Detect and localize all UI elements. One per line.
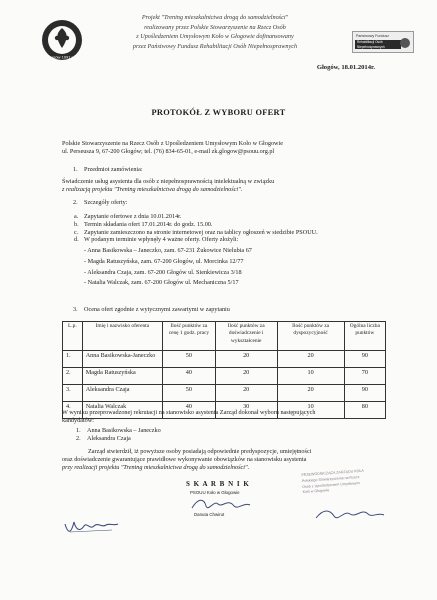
stamp-line: Polskiego Stowarzyszenia na Rzecz <box>301 474 360 483</box>
table-row <box>63 368 386 385</box>
section-heading: Przedmiot zamówienia: <box>84 166 143 173</box>
section-details-heading <box>62 199 392 207</box>
project-line: przez Państwowy Fundusz Rehabilitacji Osób Niepełnosprawnych <box>132 42 298 50</box>
document-title: PROTOKÓŁ Z WYBORU OFERT <box>151 108 286 117</box>
table-cell: Magda Ratuszyńska <box>82 368 162 385</box>
logo-text: Głogów 1991 rok <box>46 54 78 60</box>
table-cell: 30 <box>215 402 277 419</box>
section-number: 2. <box>73 199 78 206</box>
project-line: realizowany przez Polskie Stowarzyszenie na Rzecz Osób <box>144 23 286 31</box>
table-cell: 20 <box>277 351 344 368</box>
org-line: Polskie Stowarzyszenie na Rzecz Osób z Upośledzeniem Umysłowym Koło w Głogowie <box>62 140 283 147</box>
table-cell: Aleksandra Czaja <box>82 385 162 402</box>
offerer-item: - Anna Basikowska – Janeczko, zam. 67-231 Żukowice Nielubia 67 <box>84 247 252 254</box>
association-logo-icon <box>40 18 84 62</box>
stamp-line: Osób z Upośledzeniem Umysłowym <box>302 480 360 489</box>
treasurer-signature-icon <box>188 494 268 514</box>
table-cell: 90 <box>344 385 385 402</box>
column-header: Ilość punktów za cenę 1 godz. pracy <box>162 322 215 351</box>
section-heading: Ocena ofert zgodnie z wytycznymi zawartymi w zapytaniu <box>84 306 230 313</box>
conclusion-intro <box>62 409 382 425</box>
offerer-item: - Natalia Walczak, zam. 67-200 Głogów ul. Mechaniczna 5/17 <box>84 279 239 287</box>
column-header: Ogólna liczba punktów <box>344 322 385 351</box>
subject-text: Świadczenie usług asystenta dla osób z niepełnosprawnością intelektualną w związku <box>62 177 275 185</box>
column-header: Ilość punktów za dyspozycyjność <box>277 322 344 351</box>
table-cell: 2. <box>63 368 83 385</box>
handwritten-signature-icon <box>62 514 122 538</box>
table-row <box>63 385 386 402</box>
table-cell: 4. <box>63 402 83 419</box>
pfron-logo-top: Państwowy Fundusz <box>356 34 389 38</box>
project-info <box>100 13 330 51</box>
chairwoman-stamp <box>300 468 392 530</box>
section-heading: Szczegóły oferty: <box>84 199 128 206</box>
table-cell: 20 <box>215 351 277 368</box>
offerer-list <box>74 247 394 287</box>
table-cell: 50 <box>162 385 215 402</box>
conclusion-text: przy realizacji projektu "Trening mieszkalnictwa drogą do samodzielności". <box>62 463 250 471</box>
pfron-logo-bar: Rehabilitacji Osób Niepełnosprawnych <box>355 40 401 49</box>
list-item: a. Zapytanie ofertowe z dnia 10.01.2014r. <box>74 213 182 220</box>
table-header-row <box>63 322 386 351</box>
table-cell: 1. <box>63 351 83 368</box>
stamp-line: PRZEWODNICZĄCA ZARZĄDU KOŁA <box>301 468 364 478</box>
conclusion-text: kandydatów: <box>62 416 94 424</box>
subject-text: z realizacją projektu "Trening mieszkalnictwa drogą do samodzielności". <box>62 185 243 193</box>
evaluation-table <box>62 321 386 419</box>
table-cell: 10 <box>277 402 344 419</box>
chosen-candidates <box>76 427 396 443</box>
project-line: z Upośledzeniem Umysłowym Koło w Głogowie dofinansowany <box>136 33 294 41</box>
treasurer-org: PSOUU Koło w Głogowie <box>190 490 240 495</box>
column-header: Imię i nazwisko oferenta <box>82 322 162 351</box>
stamp-line: Koło w Głogowie <box>302 488 330 495</box>
table-cell: Natalia Walczak <box>82 402 162 419</box>
letterhead <box>0 8 437 71</box>
column-header: Ilość punktów za doświadczenie i wykształcenie <box>215 322 277 351</box>
list-item: 2. Aleksandra Czaja <box>76 434 131 442</box>
pfron-circle-icon <box>400 38 410 48</box>
table-cell: 20 <box>215 368 277 385</box>
table-cell: 40 <box>162 402 215 419</box>
offerer-item: - Magda Ratuszyńska, zam. 67-200 Głogów, ul. Morcinka 12/77 <box>84 257 244 265</box>
organization-address <box>62 140 382 156</box>
association-logo <box>40 18 84 62</box>
conclusion-text: W wyniku przeprowadzonej rekrutacji na stanowisko asystenta Zarząd dokonał wyboru następujących <box>62 409 316 416</box>
list-item: c. Zapytanie zamieszczono na stronie internetowej oraz na tablicy ogłoszeń w siedzibie PSOUU. <box>74 228 318 236</box>
table-cell: 70 <box>344 368 385 385</box>
list-item: d. W podanym terminie wpłynęły 4 ważne oferty. Oferty złożyli: <box>74 236 239 244</box>
chairwoman-stamp-text <box>301 467 390 496</box>
table-cell: 10 <box>277 368 344 385</box>
section-number: 3. <box>73 306 78 313</box>
document-date: Głogów, 18.01.2014r. <box>316 64 375 71</box>
table-cell: 20 <box>277 385 344 402</box>
conclusion-text: oraz doświadczenie gwarantujące prawidłowe wykonywanie obowiązków na stanowisku asystenta <box>62 455 307 463</box>
treasurer-title: S K A R B N I K <box>186 480 250 488</box>
pfron-logo <box>352 31 414 53</box>
table-cell: 50 <box>162 351 215 368</box>
list-item: 1. Anna Basikowska – Janeczko <box>76 427 161 434</box>
table-cell: 20 <box>215 385 277 402</box>
offer-details-list <box>74 213 394 287</box>
table-cell: 40 <box>162 368 215 385</box>
offerer-item: - Aleksandra Czaja, zam. 67-200 Głogów ul. Sienkiewicza 3/18 <box>84 268 242 276</box>
project-line: Projekt "Trening mieszkalnictwa drogą do samodzielności" <box>141 14 289 21</box>
column-header: L.p. <box>63 322 83 351</box>
treasurer-name: Danuta Chwirut <box>194 512 225 517</box>
left-signature <box>62 514 122 538</box>
conclusion-text: Zarząd stwierdził, iż powyższe osoby posiadają odpowiednie predyspozycje, umiejętności <box>88 448 312 455</box>
org-contact-line: ul. Perseusza 9, 67-200 Głogów; tel. (76) 834-65-01, e-mail zk.glogow@psouu.org.pl <box>62 147 275 155</box>
table-row <box>63 351 386 368</box>
section-subject <box>62 166 392 193</box>
section-number: 1. <box>73 166 78 173</box>
table-cell: Anna Basikowska-Janeczko <box>82 351 162 368</box>
list-item: b. Termin składania ofert 17.01.2014r. do godz. 15.00. <box>74 220 213 228</box>
treasurer-stamp <box>160 474 300 538</box>
table-cell: 90 <box>344 351 385 368</box>
table-cell: 80 <box>344 402 385 419</box>
section-evaluation-heading <box>62 306 392 314</box>
table-cell: 3. <box>63 385 83 402</box>
chairwoman-signature-icon <box>310 502 390 526</box>
